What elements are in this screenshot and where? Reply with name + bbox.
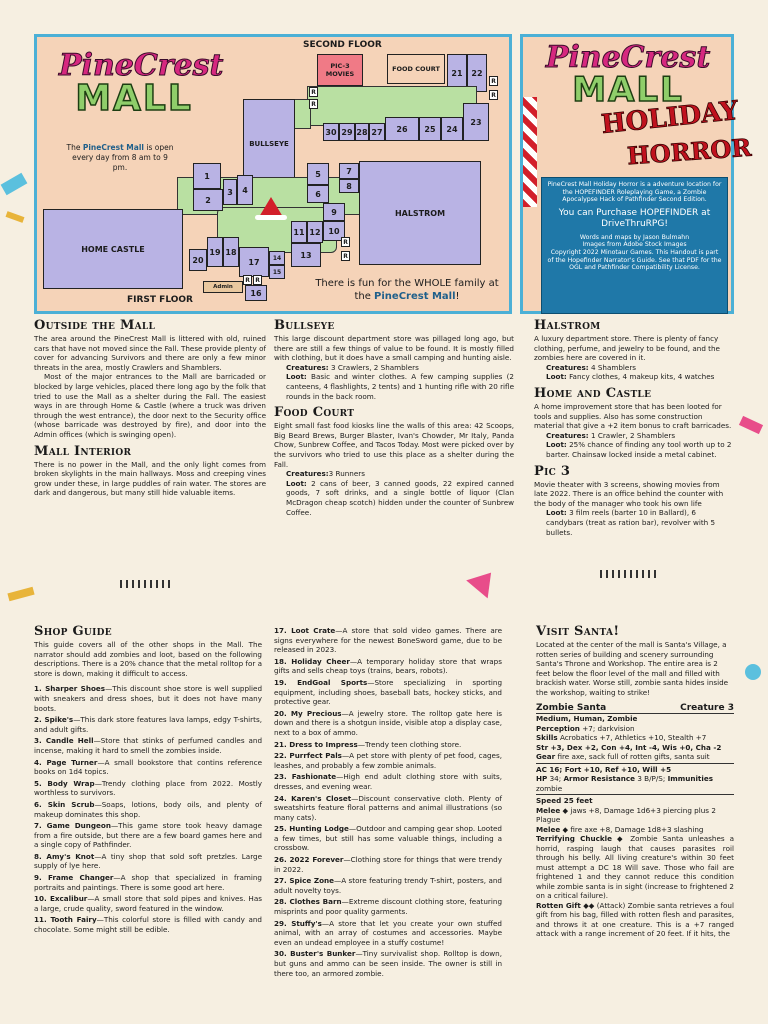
creature-terrifying-chuckle bbox=[536, 834, 734, 901]
shop-description: —A store that let you create your own stuffed animal, with an array of costumes and accessories. Maybe even an undead employee in a stuffy costume! bbox=[274, 918, 502, 947]
column-outside bbox=[34, 318, 266, 498]
candy-cane-decoration bbox=[523, 97, 537, 207]
store-25: 25 bbox=[419, 117, 441, 141]
bullseye-creatures bbox=[274, 363, 514, 373]
shop-entry bbox=[34, 715, 262, 734]
store-5: 5 bbox=[307, 163, 329, 185]
store-4: 4 bbox=[237, 175, 253, 205]
creatures-label: Creatures: bbox=[286, 362, 329, 372]
bullseye-loot bbox=[274, 372, 514, 401]
halstrom-paragraph: A luxury department store. There is plenty of fancy clothing, perfume, and jewelry to be found, and the zombies here are covered in it. bbox=[534, 334, 720, 363]
loot-label: Loot: bbox=[546, 440, 567, 450]
shop-name: 20. My Precious bbox=[274, 708, 342, 718]
shop-entry bbox=[274, 794, 502, 823]
restroom-marker: R bbox=[489, 76, 498, 86]
store-26: 26 bbox=[385, 117, 419, 141]
loot-label: Loot: bbox=[286, 372, 307, 382]
column-bullseye-food bbox=[274, 318, 514, 517]
shop-description: —A pet store with plenty of pet food, cages, leashes, and probably a few zombie animals. bbox=[274, 751, 502, 770]
santa-hat-icon bbox=[259, 197, 283, 217]
action-icon: ◆ bbox=[562, 805, 569, 815]
shop-list-2 bbox=[274, 626, 502, 978]
shop-description: —A small bookstore that contins reference books on 1d4 topics. bbox=[34, 757, 262, 777]
creature-gear bbox=[536, 752, 734, 762]
shop-name: 6. Skin Scrub bbox=[34, 799, 95, 809]
shop-guide-column-1 bbox=[34, 624, 262, 937]
shop-entry bbox=[274, 678, 502, 707]
info-credits-images: Images from Adobe Stock Images bbox=[582, 241, 687, 249]
open-text-1: The bbox=[66, 143, 81, 152]
store-24: 24 bbox=[441, 117, 463, 141]
shop-guide-intro: This guide covers all of the other shops in the Mall. The narrator should add zombies and loot, based on the following descriptions. There is a 20% chance that the metal rolltop for a store is down, making it difficult to access. bbox=[34, 640, 262, 678]
info-copyright: Copyright 2022 Minotaur Games. This Handout is part of the Hopefinder Narrator's Guide. See that PDF for the OGL and Pathfinder Compatibility License. bbox=[547, 248, 722, 272]
immunities-label: Immunities bbox=[667, 774, 713, 783]
santa-heading: Visit Santa! bbox=[536, 624, 620, 639]
restroom-marker: R bbox=[309, 87, 318, 97]
outside-paragraph-2: Most of the major entrances to the Mall are barricaded or blocked by large vehicles, placed there long ago by the folk that tried to use the Mall as a shelter during the Fall. The easiest ways in are through Home & Castle (where a truck was driven through the west entrance), the door next to the Security office (whose barricade was destroyed by fire), and door into the Admin offices (which is swinging open). bbox=[34, 372, 266, 439]
shop-description: —Outdoor and camping gear shop. Looted a few times, but still has some valuable things, including a crossbow. bbox=[274, 824, 502, 853]
creature-traits: Medium, Human, Zombie bbox=[536, 714, 638, 723]
shop-name: 5. Body Wrap bbox=[34, 778, 95, 788]
creature-skills bbox=[536, 733, 734, 743]
store-8: 8 bbox=[339, 179, 359, 193]
store-3: 3 bbox=[223, 179, 237, 205]
pic3-heading: Pic 3 bbox=[534, 463, 571, 479]
shop-entry bbox=[34, 894, 262, 913]
creature-perception bbox=[536, 724, 734, 734]
title-holiday: HOLIDAY bbox=[599, 95, 740, 141]
title-logo-line2: MALL bbox=[572, 70, 684, 110]
shop-description: —This discount shoe store is well supplied with sneakers and dress shoes, but it does not have many boots. bbox=[34, 684, 263, 713]
store-23: 23 bbox=[463, 103, 489, 141]
shop-entry bbox=[274, 855, 502, 874]
bullseye-paragraph: This large discount department store was pillaged long ago, but there are still a few things of value to be found. It is mostly filled with clothing, but it does have a small camping and hunting aisle. bbox=[274, 334, 514, 363]
pic3-paragraph: Movie theater with 3 screens, showing movies from late 2022. There is an office behind the counter with the body of the manager who took his own life bbox=[534, 479, 724, 508]
food-court-paragraph: Eight small fast food kiosks line the walls of this area: 42 Scoops, Big Beard Brews, Burger Blaster, Ivan's Chowder, Mr Italy, Panda Chow, Sunbrew Coffee, and Tacos Today. Most were picked over by the survivors who tried to use this place as a shelter during the Fall. bbox=[274, 421, 514, 469]
shop-entry bbox=[34, 873, 262, 892]
store-9: 9 bbox=[323, 203, 345, 221]
santa-statblock-header bbox=[536, 703, 734, 714]
mall-map bbox=[34, 34, 512, 314]
action-icon: ◆ bbox=[616, 834, 626, 843]
restroom-marker: R bbox=[341, 251, 350, 261]
shop-description: —A tiny shop that sold soft pretzles. Large supply of lye here. bbox=[34, 851, 263, 871]
loot-label: Loot: bbox=[286, 478, 307, 488]
food-court-loot bbox=[274, 479, 514, 517]
store-30: 30 bbox=[323, 123, 339, 141]
shop-description: —This dark store features lava lamps, edgy T-shirts, and adult gifts. bbox=[34, 715, 262, 734]
info-purchase: You can Purchase HOPEFINDER at DriveThruRPG! bbox=[558, 207, 711, 229]
store-20: 20 bbox=[189, 249, 207, 271]
shop-entry bbox=[274, 751, 502, 770]
interior-heading: Mall Interior bbox=[34, 443, 132, 459]
creature-defenses: AC 16; Fort +10, Ref +10, Will +5 bbox=[536, 764, 672, 774]
info-box bbox=[541, 177, 728, 314]
restroom-marker: R bbox=[489, 90, 498, 100]
shop-entry bbox=[274, 772, 502, 791]
shop-list-1 bbox=[34, 684, 262, 934]
shop-description: —A store featuring trendy T-shirt, posters, and adult novelty toys. bbox=[274, 876, 502, 895]
store-halstrom: HALSTROM bbox=[359, 161, 481, 265]
shop-description: —Extreme discount clothing store, featuring misprints and poor quality garments. bbox=[274, 897, 503, 917]
melee-label: Melee bbox=[536, 805, 561, 815]
store-food-court: FOOD COURT bbox=[387, 54, 445, 84]
creature-level: Creature 3 bbox=[680, 703, 734, 713]
outside-paragraph-1: The area around the PineCrest Mall is littered with old, ruined cars that have not moved since the Fall. These provide plenty of cover for advancing Survivors and there are only a few minor threats in the area, mostly Crawlers and Shamblers. bbox=[34, 334, 266, 372]
restroom-marker: R bbox=[309, 99, 318, 109]
shop-entry bbox=[274, 657, 502, 676]
first-floor-label: FIRST FLOOR bbox=[127, 295, 193, 305]
outside-heading: Outside the Mall bbox=[34, 318, 156, 333]
shop-description: —High end adult clothing store with suits, dresses, and evening wear. bbox=[274, 772, 502, 791]
home-castle-loot bbox=[534, 440, 734, 459]
shop-name: 25. Hunting Lodge bbox=[274, 824, 349, 834]
fun-text-2: ! bbox=[455, 291, 460, 302]
gear-value: fire axe, sack full of rotten gifts, santa suit bbox=[557, 752, 710, 761]
shop-name: 26. 2022 Forever bbox=[274, 855, 344, 865]
open-text-2: is open every day from 8 am to 9 pm. bbox=[72, 143, 174, 172]
shop-description: —A shop that specialized in framing portraits and paintings. There is some good art here. bbox=[34, 873, 262, 892]
shop-description: —Soaps, lotions, body oils, and plenty of makeup dominates this shop. bbox=[34, 799, 262, 819]
ability-value: (Attack) Zombie santa retrieves a foul gift from his bag, filled with rotten flesh and parasites, and throws it at one creature. This is a +7 ranged attack with a range increment of 20 feet. If it hits, the bbox=[536, 900, 734, 938]
santa-hat-trim-icon bbox=[255, 215, 287, 220]
shop-entry bbox=[34, 800, 262, 819]
creature-name: Zombie Santa bbox=[536, 703, 607, 713]
home-castle-creatures bbox=[534, 431, 734, 441]
store-15: 15 bbox=[269, 265, 285, 279]
shop-name: 22. Purrfect Pals bbox=[274, 751, 342, 761]
shop-entry bbox=[34, 852, 262, 871]
fun-text-1: There is fun for the WHOLE family at the bbox=[315, 278, 499, 302]
shop-name: 8. Amy's Knot bbox=[34, 851, 95, 861]
shop-entry bbox=[274, 824, 502, 853]
loot-value: 3 film reels (barter 10 in Ballard), 6 candybars (treat as ration bar), revolver with 5 bullets. bbox=[546, 508, 716, 537]
immunities-value: zombie bbox=[536, 783, 563, 793]
store-2: 2 bbox=[193, 189, 223, 211]
info-intro: PineCrest Mall Holiday Horror is a adventure location for the HOPEFINDER Roleplaying Game, a Zombie Apocalypse Hack of Pathfinder Second Edition. bbox=[547, 181, 722, 204]
open-brand: PineCrest Mall bbox=[82, 143, 144, 152]
shop-description: —A temporary holiday store that wraps gifts and sells cheap toys (trains, bears, robots). bbox=[274, 656, 502, 676]
store-27: 27 bbox=[369, 123, 385, 141]
map-logo bbox=[59, 48, 224, 119]
shop-name: 11. Tooth Fairy bbox=[34, 915, 97, 925]
second-floor-label: SECOND FLOOR bbox=[303, 40, 382, 50]
shop-description: —A jewelry store. The rolltop gate here is down and there is a shotgun inside, visible atop a display case, next to a box of ammo. bbox=[274, 708, 502, 737]
store-1: 1 bbox=[193, 163, 221, 189]
armor-value: 3 B/P/S; bbox=[637, 774, 666, 783]
perception-value: +7; darkvision bbox=[582, 723, 635, 733]
creatures-label: Creatures: bbox=[286, 469, 329, 479]
shop-name: 7. Game Dungeon bbox=[34, 821, 111, 831]
shop-description: —Store specializing in sporting equipment, including shoes, baseball bats, hockey sticks, and protective gear. bbox=[274, 677, 503, 707]
loot-label: Loot: bbox=[546, 372, 567, 382]
shop-entry bbox=[274, 709, 502, 738]
open-hours-text bbox=[65, 143, 175, 173]
loot-value: Fancy clothes, 4 makeup kits, 4 watches bbox=[569, 372, 715, 382]
shop-description: —Store that stinks of perfumed candles and incense, making it hard to smell the zombies inside. bbox=[34, 736, 263, 755]
santa-column bbox=[536, 624, 734, 939]
shop-name: 4. Page Turner bbox=[34, 757, 98, 767]
restroom-marker: R bbox=[253, 275, 262, 285]
shop-name: 3. Candle Hell bbox=[34, 736, 94, 746]
shop-entry bbox=[274, 740, 502, 750]
creatures-value: 1 Crawler, 2 Shamblers bbox=[590, 430, 676, 440]
store-14: 14 bbox=[269, 251, 285, 265]
melee-value: fire axe +8, Damage 1d8+3 slashing bbox=[570, 824, 704, 834]
loot-label: Loot: bbox=[546, 508, 567, 518]
halstrom-heading: Halstrom bbox=[534, 318, 601, 333]
store-22: 22 bbox=[467, 54, 487, 92]
bullseye-heading: Bullseye bbox=[274, 318, 335, 333]
store-29: 29 bbox=[339, 123, 355, 141]
hp-label: HP bbox=[536, 774, 548, 783]
creature-attributes: Str +3, Dex +2, Con +4, Int -4, Wis +0, Cha -2 bbox=[536, 742, 722, 752]
shop-description: —A store that sold video games. There are signs everywhere for the newest BoneSword game, due to be released in 2023. bbox=[274, 626, 503, 655]
shop-name: 1. Sharper Shoes bbox=[34, 684, 106, 694]
creatures-label: Creatures: bbox=[546, 362, 589, 372]
store-bullseye: BULLSEYE bbox=[243, 99, 295, 183]
store-pic3-movies: PIC-3 MOVIES bbox=[317, 54, 363, 86]
halstrom-creatures bbox=[534, 363, 734, 373]
shop-name: 19. EndGoal Sports bbox=[274, 677, 368, 687]
shop-entry bbox=[34, 758, 262, 777]
shop-description: —Discount conservative cloth. Plenty of sweatshirts feature floral patterns and animal illustrations (so many cats). bbox=[274, 793, 502, 822]
store-28: 28 bbox=[355, 123, 369, 141]
shop-entry bbox=[274, 949, 502, 978]
store-17: 17 bbox=[239, 247, 269, 277]
ability-label: Rotten Gift bbox=[536, 900, 581, 910]
shop-entry bbox=[274, 919, 502, 948]
restroom-marker: R bbox=[243, 275, 252, 285]
shop-name: 9. Frame Changer bbox=[34, 873, 114, 883]
shop-name: 27. Spice Zone bbox=[274, 876, 335, 886]
shop-name: 17. Loot Crate bbox=[274, 626, 336, 635]
action-icon: ◆◆ bbox=[583, 900, 595, 910]
home-castle-heading: Home and Castle bbox=[534, 385, 652, 401]
shop-name: 18. Holiday Cheer bbox=[274, 656, 350, 666]
ability-label: Terrifying Chuckle bbox=[536, 834, 612, 843]
creature-hp bbox=[536, 774, 734, 793]
loot-value: Basic and winter clothes. A few camping supplies (2 canteens, 4 flashlights, 2 tents) and 1 hunting rifle with 20 rifle rounds in the back room. bbox=[286, 372, 514, 401]
shop-name: 2. Spike's bbox=[34, 715, 74, 725]
restroom-marker: R bbox=[341, 237, 350, 247]
ability-value: Zombie Santa unleashes a horrid, rasping laugh that causes parasites roil through his belly. All living creature's within 30 feet must attempt a DC 18 Will save. Those who fail are frightened 1 and they cannot reduce this condition while zombie santa is in sight (increase to frightened 2 on a critical failure). bbox=[536, 834, 734, 900]
store-11: 11 bbox=[291, 221, 307, 243]
skills-label: Skills bbox=[536, 733, 558, 742]
creature-speed: Speed 25 feet bbox=[536, 796, 593, 805]
admin-office: Admin bbox=[203, 281, 243, 293]
shop-description: —A small store that sold pipes and knives. Has a large, crude quality, sword featured in the window. bbox=[34, 894, 262, 913]
shop-entry bbox=[34, 684, 262, 713]
pic3-loot bbox=[534, 508, 734, 537]
shop-description: —This colorful store is filled with candy and chocolate. Some might still be edible. bbox=[34, 915, 262, 935]
loot-value: 25% chance of finding any tool worth up to 2 barter. Chainsaw locked inside a metal cabinet. bbox=[546, 440, 732, 459]
shop-entry bbox=[34, 915, 262, 934]
store-12: 12 bbox=[307, 221, 323, 243]
skills-value: Acrobatics +7, Athletics +10, Stealth +7 bbox=[559, 733, 707, 742]
map-logo-line2: MALL bbox=[75, 78, 193, 119]
shop-entry bbox=[274, 897, 502, 916]
creature-melee-jaws bbox=[536, 806, 734, 825]
shop-guide-column-2 bbox=[274, 626, 502, 980]
store-7: 7 bbox=[339, 163, 359, 179]
store-home-castle: HOME CASTLE bbox=[43, 209, 183, 289]
shop-name: 24. Karen's Closet bbox=[274, 793, 352, 803]
store-16: 16 bbox=[245, 285, 267, 301]
melee-value: jaws +8, Damage 1d6+3 piercing plus 2 Plague bbox=[536, 805, 716, 824]
store-21: 21 bbox=[447, 54, 467, 92]
column-halstrom-home-pic3 bbox=[534, 318, 734, 537]
info-credits-words: Words and maps by Jason Bulmahn bbox=[579, 233, 690, 241]
home-castle-paragraph: A home improvement store that has been looted for tools and supplies. Also has some construction material that give a +2 item bonus to craft barricades. bbox=[534, 401, 732, 431]
santa-intro: Located at the center of the mall is Santa's Village, a rotten series of building and scenery surrounding Santa's Throne and Workshop. The entire area is 2 feet below the floor level of the mall and filled with brackish water. Worse still, zombie santa hides inside the workshop, waiting to strike! bbox=[536, 640, 729, 697]
title-logo-line1: PineCrest bbox=[545, 40, 711, 75]
fun-brand: PineCrest Mall bbox=[374, 291, 456, 302]
shop-description: —Trendy clothing place from 2022. Mostly worthless to survivors. bbox=[34, 778, 262, 798]
shop-name: 28. Clothes Barn bbox=[274, 897, 342, 907]
shop-description: —This game store took heavy damage from a fire outside, but there are a few board games here and a single copy of Pathfinder. bbox=[34, 821, 263, 850]
action-icon: ◆ bbox=[562, 824, 569, 834]
shop-name: 21. Dress to Impress bbox=[274, 739, 358, 749]
store-10: 10 bbox=[323, 221, 345, 241]
creatures-value: 3 Runners bbox=[328, 469, 365, 479]
store-19: 19 bbox=[207, 237, 223, 267]
title-logo bbox=[543, 40, 713, 110]
store-18: 18 bbox=[223, 237, 239, 267]
shop-guide-heading: Shop Guide bbox=[34, 624, 112, 639]
statblock-divider bbox=[536, 794, 734, 795]
shop-name: 10. Excalibur bbox=[34, 894, 88, 904]
shop-description: —Tiny survivalist shop. Rolltop is down, but guns and ammo can be seen inside. The owner is still in there too, an armored zombie. bbox=[274, 949, 502, 978]
shop-entry bbox=[34, 821, 262, 850]
shop-name: 23. Fashionate bbox=[274, 772, 337, 782]
gear-label: Gear bbox=[536, 752, 556, 761]
food-court-heading: Food Court bbox=[274, 405, 355, 421]
shop-entry bbox=[34, 736, 262, 755]
shop-name: 30. Buster's Bunker bbox=[274, 949, 356, 959]
shop-description: —Trendy teen clothing store. bbox=[357, 739, 462, 749]
melee-label: Melee bbox=[536, 824, 561, 834]
shop-name: 29. Stuffy's bbox=[274, 918, 322, 928]
shop-entry bbox=[274, 876, 502, 895]
food-court-creatures bbox=[274, 469, 514, 479]
armor-label: Armor Resistance bbox=[563, 774, 636, 783]
fun-tagline bbox=[307, 277, 507, 303]
title-horror: HORROR bbox=[626, 132, 753, 171]
creatures-value: 3 Crawlers, 2 Shamblers bbox=[330, 362, 419, 372]
interior-paragraph: There is no power in the Mall, and the only light comes from broken skylights in the main hallways. Moss and creeping vines grow under these, in large puddles of rain water. The stores are dark and dangerous, but many still hide valuable items. bbox=[34, 459, 266, 498]
store-13: 13 bbox=[291, 243, 321, 267]
creatures-value: 4 Shamblers bbox=[590, 362, 637, 372]
halstrom-loot bbox=[534, 372, 734, 382]
perception-label: Perception bbox=[536, 723, 580, 733]
loot-value: 2 cans of beer, 3 canned goods, 22 expired canned goods, 7 soft drinks, and a single bottle of liquor (Clan McDragon cheap scotch) hidden under the counter of Sunbrew Coffee. bbox=[286, 478, 514, 517]
store-6: 6 bbox=[307, 185, 329, 203]
creature-rotten-gift bbox=[536, 901, 734, 939]
creatures-label: Creatures: bbox=[546, 430, 589, 440]
map-logo-line1: PineCrest bbox=[59, 48, 224, 83]
hp-value: 34; bbox=[549, 774, 562, 783]
shop-entry bbox=[274, 626, 502, 655]
shop-entry bbox=[34, 779, 262, 798]
shop-description: —Clothing store for things that were trendy in 2022. bbox=[274, 855, 502, 874]
statblock-divider bbox=[536, 763, 734, 764]
creature-melee-axe bbox=[536, 825, 734, 835]
